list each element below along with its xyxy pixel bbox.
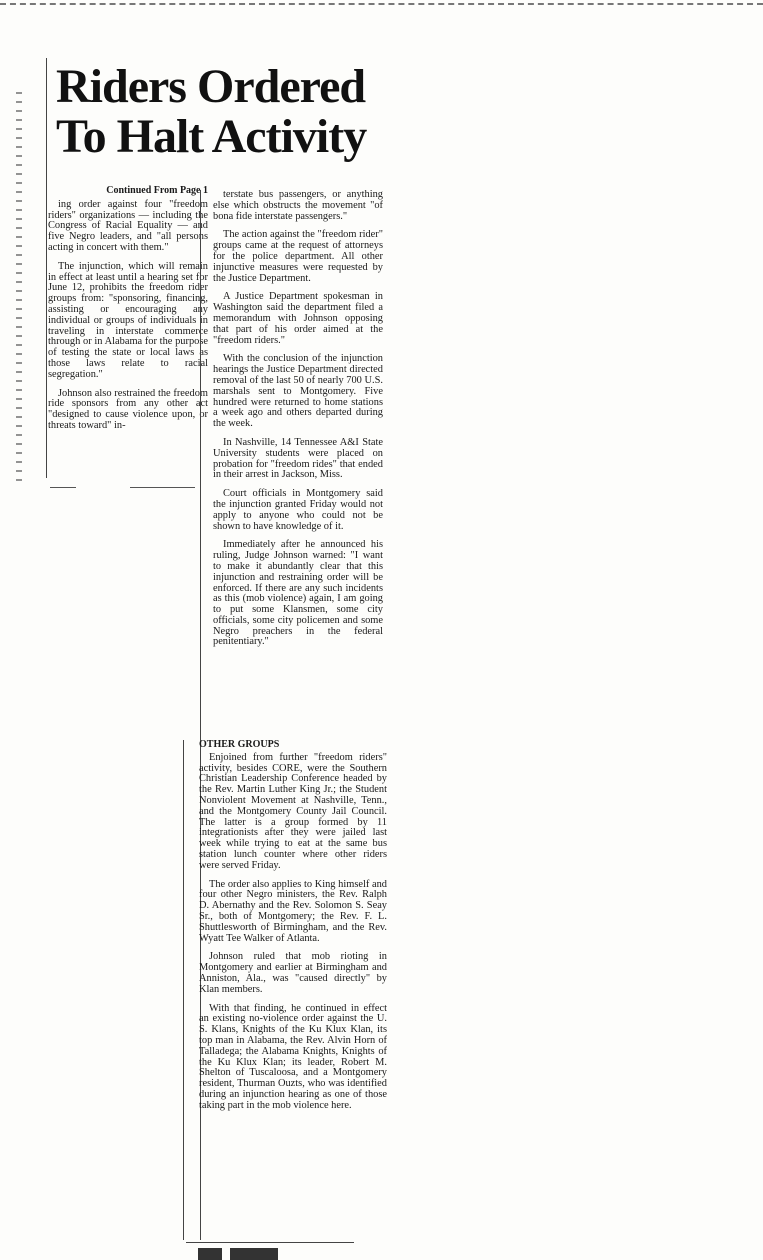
- paragraph: The injunction, which will remain in effect at least until a hearing set for June 12, prohibits the freedom rider groups from: "sponsoring, financing, assisting or encouraging any individual or groups of individuals in traveling in interstate commerce through or in Alabama for the purpose of testing the state or local laws as those laws relate to racial segregation.": [48, 260, 208, 380]
- paragraph: A Justice Department spokesman in Washington said the department filed a memorandum with Johnson opposing that part of his order aimed at the "freedom riders.": [213, 291, 383, 346]
- cut-off-headline-fragment: [198, 1248, 278, 1260]
- paragraph: Johnson ruled that mob rioting in Montgomery and earlier at Birmingham and Anniston, Ala., was "caused directly" by Klan members.: [199, 951, 387, 995]
- margin-marks: [16, 92, 22, 482]
- paragraph: Johnson also restrained the freedom ride sponsors from any other act "designed to cause violence upon, or threats toward" in-: [48, 387, 208, 431]
- paragraph: terstate bus passengers, or anything else which obstructs the movement "of bona fide interstate passengers.": [213, 189, 383, 222]
- column-end-rule: [130, 487, 195, 488]
- article-column-1: [48, 186, 208, 440]
- top-edge-rule: [0, 3, 763, 5]
- paragraph: With that finding, he continued in effect an existing no-violence order against the U. S. Klans, Knights of the Ku Klux Klan, its top man in Alabama, the Rev. Alvin Horn of Talladega; the Alabama Knights, Knights of the Ku Klux Klan; its leader, Robert M. Shelton of Tuscaloosa, and a Montgomery resident, Thurman Ouzts, who was identified during an injunction hearing as one of those taking part in the mob violence here.: [199, 1002, 387, 1111]
- headline: [56, 62, 386, 162]
- article-column-3: [183, 740, 387, 1240]
- subhead-other-groups: OTHER GROUPS: [199, 739, 280, 750]
- paragraph: The action against the "freedom rider" groups came at the request of attorneys for the police department. All other injunctive measures were requested by the Justice Department.: [213, 229, 383, 284]
- paragraph: Immediately after he announced his ruling, Judge Johnson warned: "I want to make it abundantly clear that this injunction and restraining order will be enforced. If there are any such incidents as this (mob violence) again, I am going to put some Klansmen, some city officials, some city policemen and some Negro preachers in the federal penitentiary.": [213, 539, 383, 648]
- paragraph: The order also applies to King himself and four other Negro ministers, the Rev. Ralph D. Abernathy and the Rev. Solomon S. Seay Sr., both of Montgomery; the Rev. F. L. Shuttlesworth of Birmingham, and the Rev. Wyatt Tee Walker of Atlanta.: [199, 878, 387, 944]
- paragraph: ing order against four "freedom riders" organizations — including the Congress of Racial Equality — and five Negro leaders, and "all persons acting in concert with them.": [48, 198, 208, 253]
- column-left-rule: [46, 58, 47, 478]
- continued-from-label: Continued From Page 1: [106, 185, 208, 196]
- paragraph: In Nashville, 14 Tennessee A&I State University students were placed on probation for "freedom rides" that ended in their arrest in Jackson, Miss.: [213, 436, 383, 481]
- paragraph: Enjoined from further "freedom riders" activity, besides CORE, were the Southern Christian Leadership Conference headed by the Rev. Martin Luther King Jr.; the Student Nonviolent Movement at Nashville, Tenn., and the Montgomery County Jail Council. The latter is a group formed by 11 integrationists after they were jailed last week while trying to eat at the same bus station lunch counter where other riders were served Friday.: [199, 751, 387, 871]
- column-end-rule: [50, 487, 76, 488]
- paragraph: With the conclusion of the injunction hearings the Justice Department directed removal of the last 50 of nearly 700 U.S. marshals sent to Montgomery. Five hundred were returned to home stations a week ago and others departed during the week.: [213, 353, 383, 430]
- headline-line-1: Riders Ordered: [56, 60, 366, 113]
- headline-line-2: To Halt Activity: [56, 110, 367, 163]
- bottom-rule: [186, 1242, 354, 1243]
- paragraph: Court officials in Montgomery said the injunction granted Friday would not apply to anyone who could not be shown to have knowledge of it.: [213, 488, 383, 532]
